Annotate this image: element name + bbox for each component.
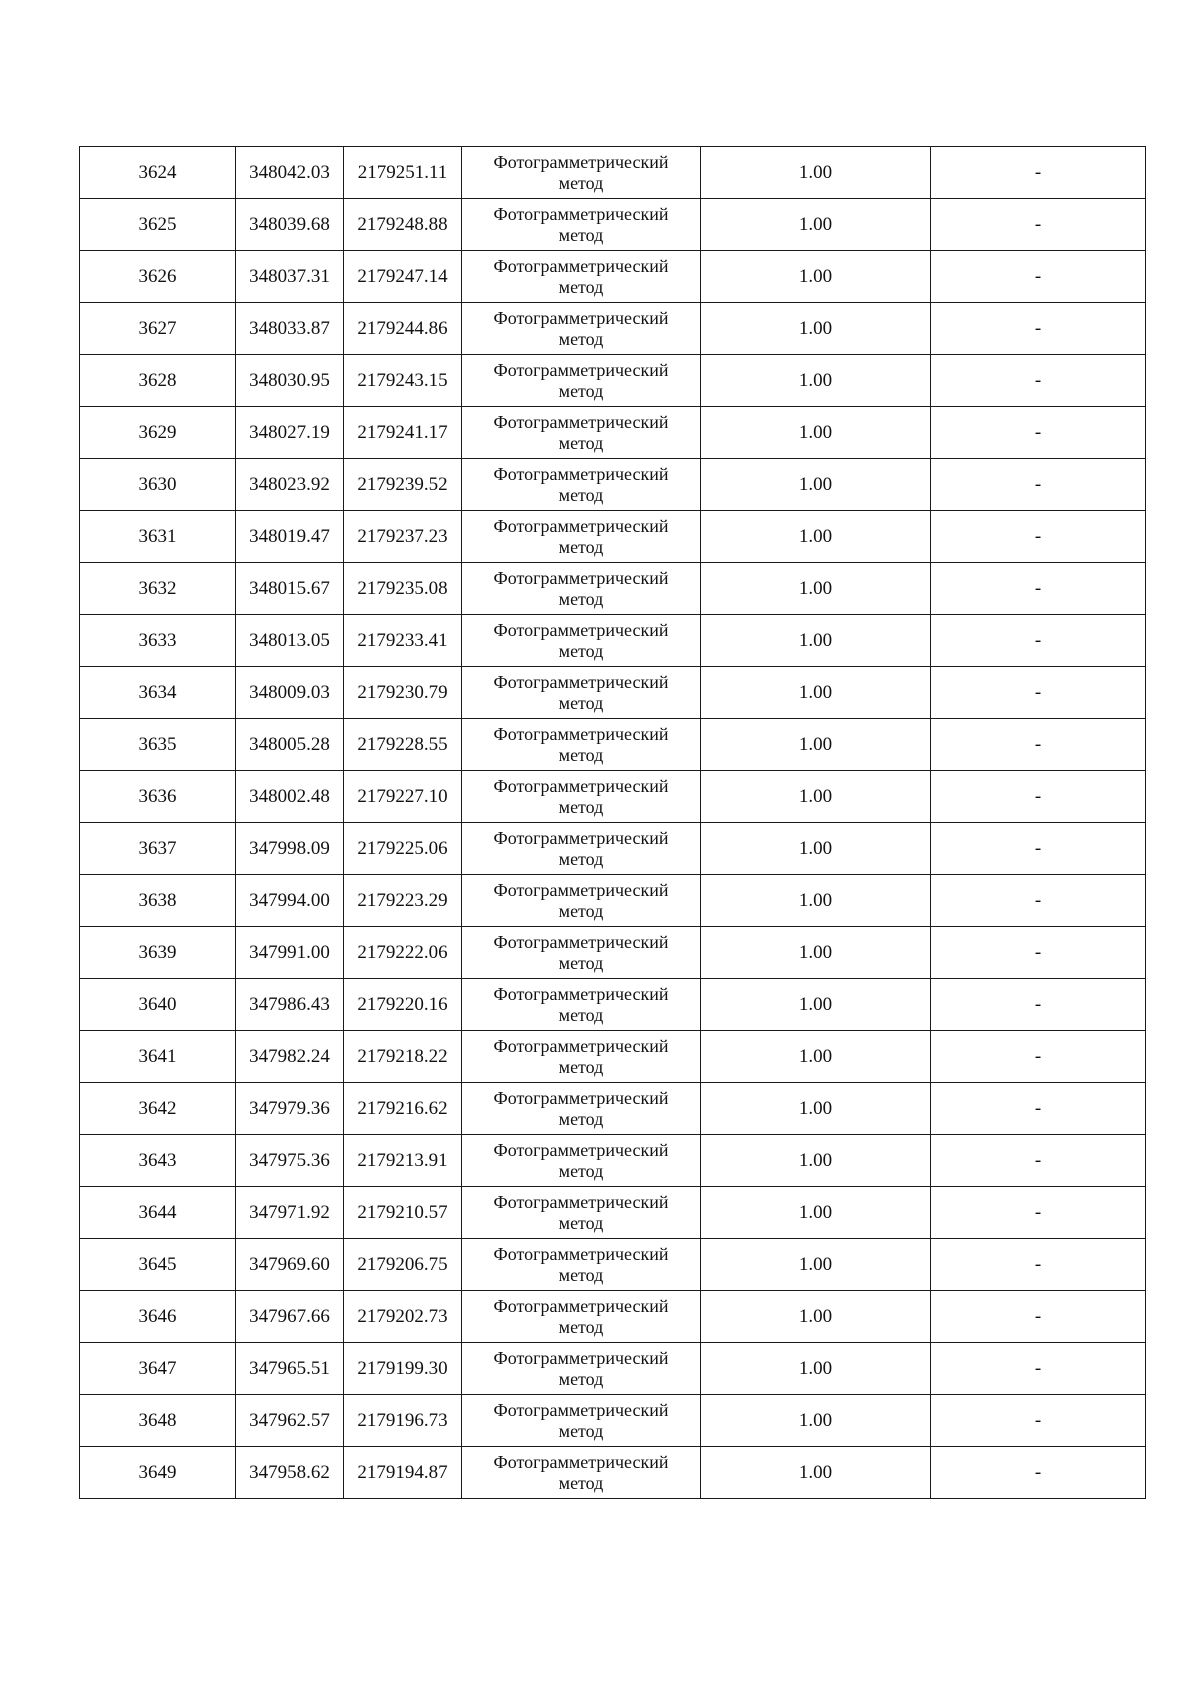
y-coordinate-cell: 2179230.79	[344, 667, 462, 719]
y-coordinate-cell: 2179241.17	[344, 407, 462, 459]
description-cell: -	[931, 147, 1146, 199]
method-line-2: метод	[558, 536, 604, 557]
method-line-2: метод	[558, 744, 604, 765]
accuracy-cell: 1.00	[701, 1447, 931, 1499]
table-row	[80, 823, 1146, 875]
method-line-1: Фотограмметрический	[493, 931, 669, 952]
point-number-cell: 3637	[80, 823, 236, 875]
method-line-2: метод	[558, 1420, 604, 1441]
method-cell	[462, 303, 701, 355]
accuracy-cell: 1.00	[701, 511, 931, 563]
y-coordinate-cell: 2179233.41	[344, 615, 462, 667]
point-number-cell: 3627	[80, 303, 236, 355]
method-line-1: Фотограмметрический	[493, 1399, 669, 1420]
y-coordinate-cell: 2179218.22	[344, 1031, 462, 1083]
point-number-cell: 3633	[80, 615, 236, 667]
description-cell: -	[931, 719, 1146, 771]
method-line-1: Фотограмметрический	[493, 619, 669, 640]
y-coordinate-cell: 2179223.29	[344, 875, 462, 927]
table-row	[80, 1031, 1146, 1083]
method-cell	[462, 1135, 701, 1187]
description-cell: -	[931, 407, 1146, 459]
method-line-1: Фотограмметрический	[493, 1243, 669, 1264]
table-row	[80, 147, 1146, 199]
x-coordinate-cell: 348005.28	[236, 719, 344, 771]
point-number-cell: 3642	[80, 1083, 236, 1135]
y-coordinate-cell: 2179248.88	[344, 199, 462, 251]
x-coordinate-cell: 347979.36	[236, 1083, 344, 1135]
x-coordinate-cell: 348015.67	[236, 563, 344, 615]
y-coordinate-cell: 2179239.52	[344, 459, 462, 511]
y-coordinate-cell: 2179220.16	[344, 979, 462, 1031]
method-line-2: метод	[558, 432, 604, 453]
table-row	[80, 355, 1146, 407]
table-row	[80, 875, 1146, 927]
y-coordinate-cell: 2179235.08	[344, 563, 462, 615]
x-coordinate-cell: 347998.09	[236, 823, 344, 875]
accuracy-cell: 1.00	[701, 979, 931, 1031]
y-coordinate-cell: 2179194.87	[344, 1447, 462, 1499]
y-coordinate-cell: 2179213.91	[344, 1135, 462, 1187]
description-cell: -	[931, 303, 1146, 355]
method-cell	[462, 1239, 701, 1291]
method-line-1: Фотограмметрический	[493, 1295, 669, 1316]
description-cell: -	[931, 875, 1146, 927]
point-number-cell: 3625	[80, 199, 236, 251]
method-line-2: метод	[558, 952, 604, 973]
method-line-2: метод	[558, 796, 604, 817]
accuracy-cell: 1.00	[701, 667, 931, 719]
x-coordinate-cell: 348009.03	[236, 667, 344, 719]
y-coordinate-cell: 2179199.30	[344, 1343, 462, 1395]
y-coordinate-cell: 2179247.14	[344, 251, 462, 303]
point-number-cell: 3635	[80, 719, 236, 771]
accuracy-cell: 1.00	[701, 823, 931, 875]
point-number-cell: 3626	[80, 251, 236, 303]
y-coordinate-cell: 2179216.62	[344, 1083, 462, 1135]
table-row	[80, 1083, 1146, 1135]
method-line-1: Фотограмметрический	[493, 723, 669, 744]
method-line-1: Фотограмметрический	[493, 1035, 669, 1056]
method-line-2: метод	[558, 1472, 604, 1493]
accuracy-cell: 1.00	[701, 1083, 931, 1135]
y-coordinate-cell: 2179196.73	[344, 1395, 462, 1447]
x-coordinate-cell: 348002.48	[236, 771, 344, 823]
method-cell	[462, 771, 701, 823]
method-line-2: метод	[558, 640, 604, 661]
method-line-2: метод	[558, 276, 604, 297]
point-number-cell: 3641	[80, 1031, 236, 1083]
y-coordinate-cell: 2179227.10	[344, 771, 462, 823]
table-row	[80, 667, 1146, 719]
method-cell	[462, 1083, 701, 1135]
description-cell: -	[931, 979, 1146, 1031]
table-row	[80, 1343, 1146, 1395]
method-line-1: Фотограмметрический	[493, 1451, 669, 1472]
y-coordinate-cell: 2179251.11	[344, 147, 462, 199]
method-line-1: Фотограмметрический	[493, 307, 669, 328]
y-coordinate-cell: 2179228.55	[344, 719, 462, 771]
y-coordinate-cell: 2179244.86	[344, 303, 462, 355]
method-line-2: метод	[558, 692, 604, 713]
x-coordinate-cell: 347971.92	[236, 1187, 344, 1239]
table-row	[80, 1447, 1146, 1499]
point-number-cell: 3632	[80, 563, 236, 615]
description-cell: -	[931, 1187, 1146, 1239]
method-line-1: Фотограмметрический	[493, 515, 669, 536]
x-coordinate-cell: 347962.57	[236, 1395, 344, 1447]
method-line-2: метод	[558, 172, 604, 193]
accuracy-cell: 1.00	[701, 1343, 931, 1395]
method-cell	[462, 251, 701, 303]
method-line-1: Фотограмметрический	[493, 1191, 669, 1212]
method-cell	[462, 1031, 701, 1083]
description-cell: -	[931, 563, 1146, 615]
method-cell	[462, 1343, 701, 1395]
x-coordinate-cell: 347969.60	[236, 1239, 344, 1291]
accuracy-cell: 1.00	[701, 563, 931, 615]
method-line-1: Фотограмметрический	[493, 671, 669, 692]
method-line-2: метод	[558, 1264, 604, 1285]
x-coordinate-cell: 347958.62	[236, 1447, 344, 1499]
point-number-cell: 3647	[80, 1343, 236, 1395]
method-line-1: Фотограмметрический	[493, 775, 669, 796]
description-cell: -	[931, 251, 1146, 303]
method-line-2: метод	[558, 380, 604, 401]
x-coordinate-cell: 347982.24	[236, 1031, 344, 1083]
method-line-2: метод	[558, 1056, 604, 1077]
description-cell: -	[931, 1395, 1146, 1447]
method-line-1: Фотограмметрический	[493, 1139, 669, 1160]
accuracy-cell: 1.00	[701, 1291, 931, 1343]
accuracy-cell: 1.00	[701, 1031, 931, 1083]
method-cell	[462, 355, 701, 407]
method-line-2: метод	[558, 1316, 604, 1337]
x-coordinate-cell: 348033.87	[236, 303, 344, 355]
method-line-1: Фотограмметрический	[493, 827, 669, 848]
method-line-1: Фотограмметрический	[493, 359, 669, 380]
method-cell	[462, 563, 701, 615]
method-line-1: Фотограмметрический	[493, 463, 669, 484]
x-coordinate-cell: 348013.05	[236, 615, 344, 667]
method-line-2: метод	[558, 900, 604, 921]
x-coordinate-cell: 348039.68	[236, 199, 344, 251]
method-cell	[462, 459, 701, 511]
method-cell	[462, 199, 701, 251]
point-number-cell: 3645	[80, 1239, 236, 1291]
table-row	[80, 719, 1146, 771]
table-row	[80, 615, 1146, 667]
method-line-2: метод	[558, 328, 604, 349]
method-line-2: метод	[558, 1212, 604, 1233]
coordinates-table-body	[80, 147, 1146, 1499]
y-coordinate-cell: 2179243.15	[344, 355, 462, 407]
x-coordinate-cell: 347991.00	[236, 927, 344, 979]
point-number-cell: 3636	[80, 771, 236, 823]
method-line-2: метод	[558, 1108, 604, 1129]
description-cell: -	[931, 1083, 1146, 1135]
table-row	[80, 1395, 1146, 1447]
method-line-2: метод	[558, 1368, 604, 1389]
accuracy-cell: 1.00	[701, 355, 931, 407]
method-line-1: Фотограмметрический	[493, 1347, 669, 1368]
table-row	[80, 511, 1146, 563]
method-line-2: метод	[558, 848, 604, 869]
description-cell: -	[931, 1447, 1146, 1499]
method-line-2: метод	[558, 1160, 604, 1181]
x-coordinate-cell: 348042.03	[236, 147, 344, 199]
description-cell: -	[931, 771, 1146, 823]
y-coordinate-cell: 2179222.06	[344, 927, 462, 979]
x-coordinate-cell: 347967.66	[236, 1291, 344, 1343]
method-line-2: метод	[558, 484, 604, 505]
accuracy-cell: 1.00	[701, 875, 931, 927]
method-cell	[462, 875, 701, 927]
point-number-cell: 3639	[80, 927, 236, 979]
accuracy-cell: 1.00	[701, 303, 931, 355]
table-row	[80, 1187, 1146, 1239]
point-number-cell: 3644	[80, 1187, 236, 1239]
accuracy-cell: 1.00	[701, 1135, 931, 1187]
table-row	[80, 459, 1146, 511]
point-number-cell: 3648	[80, 1395, 236, 1447]
accuracy-cell: 1.00	[701, 1239, 931, 1291]
x-coordinate-cell: 348023.92	[236, 459, 344, 511]
accuracy-cell: 1.00	[701, 1395, 931, 1447]
description-cell: -	[931, 1135, 1146, 1187]
method-cell	[462, 823, 701, 875]
method-line-1: Фотограмметрический	[493, 203, 669, 224]
method-cell	[462, 927, 701, 979]
method-line-1: Фотограмметрический	[493, 879, 669, 900]
method-cell	[462, 511, 701, 563]
method-line-1: Фотограмметрический	[493, 151, 669, 172]
accuracy-cell: 1.00	[701, 199, 931, 251]
x-coordinate-cell: 347986.43	[236, 979, 344, 1031]
method-line-1: Фотограмметрический	[493, 411, 669, 432]
point-number-cell: 3640	[80, 979, 236, 1031]
table-row	[80, 927, 1146, 979]
y-coordinate-cell: 2179202.73	[344, 1291, 462, 1343]
table-row	[80, 199, 1146, 251]
method-cell	[462, 1395, 701, 1447]
point-number-cell: 3649	[80, 1447, 236, 1499]
method-line-2: метод	[558, 224, 604, 245]
x-coordinate-cell: 348019.47	[236, 511, 344, 563]
description-cell: -	[931, 511, 1146, 563]
description-cell: -	[931, 615, 1146, 667]
table-row	[80, 407, 1146, 459]
description-cell: -	[931, 1031, 1146, 1083]
method-line-1: Фотограмметрический	[493, 1087, 669, 1108]
method-cell	[462, 979, 701, 1031]
point-number-cell: 3631	[80, 511, 236, 563]
description-cell: -	[931, 667, 1146, 719]
point-number-cell: 3646	[80, 1291, 236, 1343]
x-coordinate-cell: 347975.36	[236, 1135, 344, 1187]
table-row	[80, 1291, 1146, 1343]
method-cell	[462, 1291, 701, 1343]
description-cell: -	[931, 927, 1146, 979]
accuracy-cell: 1.00	[701, 251, 931, 303]
point-number-cell: 3624	[80, 147, 236, 199]
table-row	[80, 979, 1146, 1031]
description-cell: -	[931, 199, 1146, 251]
method-cell	[462, 147, 701, 199]
method-cell	[462, 1447, 701, 1499]
description-cell: -	[931, 1239, 1146, 1291]
description-cell: -	[931, 355, 1146, 407]
accuracy-cell: 1.00	[701, 1187, 931, 1239]
method-cell	[462, 719, 701, 771]
method-cell	[462, 667, 701, 719]
method-cell	[462, 407, 701, 459]
x-coordinate-cell: 348027.19	[236, 407, 344, 459]
x-coordinate-cell: 347965.51	[236, 1343, 344, 1395]
table-row	[80, 251, 1146, 303]
y-coordinate-cell: 2179206.75	[344, 1239, 462, 1291]
point-number-cell: 3638	[80, 875, 236, 927]
point-number-cell: 3628	[80, 355, 236, 407]
description-cell: -	[931, 459, 1146, 511]
accuracy-cell: 1.00	[701, 407, 931, 459]
method-line-2: метод	[558, 588, 604, 609]
method-line-1: Фотограмметрический	[493, 255, 669, 276]
accuracy-cell: 1.00	[701, 459, 931, 511]
table-row	[80, 1135, 1146, 1187]
table-row	[80, 1239, 1146, 1291]
accuracy-cell: 1.00	[701, 771, 931, 823]
point-number-cell: 3630	[80, 459, 236, 511]
accuracy-cell: 1.00	[701, 147, 931, 199]
table-row	[80, 303, 1146, 355]
description-cell: -	[931, 1291, 1146, 1343]
method-line-1: Фотограмметрический	[493, 983, 669, 1004]
method-line-1: Фотограмметрический	[493, 567, 669, 588]
x-coordinate-cell: 348037.31	[236, 251, 344, 303]
accuracy-cell: 1.00	[701, 927, 931, 979]
coordinates-table	[79, 146, 1146, 1499]
x-coordinate-cell: 347994.00	[236, 875, 344, 927]
description-cell: -	[931, 1343, 1146, 1395]
table-row	[80, 563, 1146, 615]
y-coordinate-cell: 2179210.57	[344, 1187, 462, 1239]
x-coordinate-cell: 348030.95	[236, 355, 344, 407]
method-cell	[462, 1187, 701, 1239]
point-number-cell: 3634	[80, 667, 236, 719]
accuracy-cell: 1.00	[701, 615, 931, 667]
accuracy-cell: 1.00	[701, 719, 931, 771]
point-number-cell: 3643	[80, 1135, 236, 1187]
method-line-2: метод	[558, 1004, 604, 1025]
method-cell	[462, 615, 701, 667]
table-row	[80, 771, 1146, 823]
description-cell: -	[931, 823, 1146, 875]
y-coordinate-cell: 2179237.23	[344, 511, 462, 563]
y-coordinate-cell: 2179225.06	[344, 823, 462, 875]
point-number-cell: 3629	[80, 407, 236, 459]
